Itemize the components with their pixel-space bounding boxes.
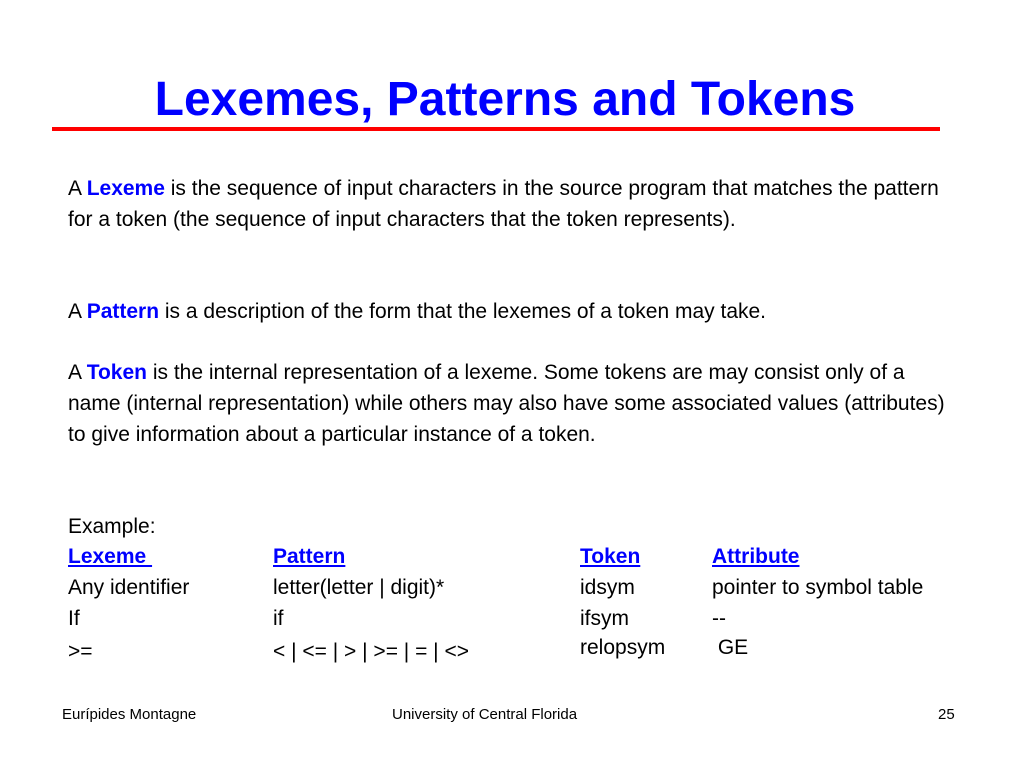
lexeme-term: Lexeme [86,177,165,200]
cell-pattern: < | <= | > | >= | = | <> [273,640,469,663]
header-token: Token [580,545,641,568]
token-term: Token [86,361,147,384]
cell-lexeme: >= [68,640,93,663]
title-underline [52,127,940,131]
header-lexeme: Lexeme [68,545,153,568]
lexeme-article: A [68,177,87,200]
cell-lexeme: If [68,607,80,630]
table-header-row [0,541,1024,572]
header-pattern: Pattern [273,545,346,568]
table-row [0,572,1024,603]
cell-token: ifsym [580,607,629,630]
footer-author: Eurípides Montagne [62,706,197,723]
pattern-definition [68,296,948,327]
cell-pattern: if [273,607,284,630]
header-attribute: Attribute [712,545,800,568]
pattern-article: A [68,300,87,323]
cell-lexeme: Any identifier [68,576,190,599]
cell-pattern: letter(letter | digit)* [273,576,445,599]
table-row [0,603,1024,634]
lexeme-definition [68,173,948,235]
example-label: Example: [68,515,156,538]
footer-page-number: 25 [938,706,955,723]
slide-title: Lexemes, Patterns and Tokens [154,73,856,126]
cell-attribute: pointer to symbol table [712,576,924,599]
lexeme-description: is the sequence of input characters in the source program that matches the pattern for a token (the sequence of input characters that the token represents). [68,177,939,231]
pattern-term: Pattern [86,300,160,323]
token-article: A [68,361,87,384]
cell-token: relopsym [580,636,666,659]
cell-token: idsym [580,576,635,599]
footer-institution: University of Central Florida [392,706,578,723]
table-row [0,634,1024,665]
pattern-description: is a description of the form that the lexemes of a token may take. [159,300,767,323]
cell-attribute: -- [712,607,726,630]
cell-attribute: GE [712,636,749,659]
token-definition [68,357,948,450]
token-description: is the internal representation of a lexeme. Some tokens are may consist only of a name (internal representation) while others may also have some associated values (attributes) to give information about a particular instance of a token. [68,361,945,446]
